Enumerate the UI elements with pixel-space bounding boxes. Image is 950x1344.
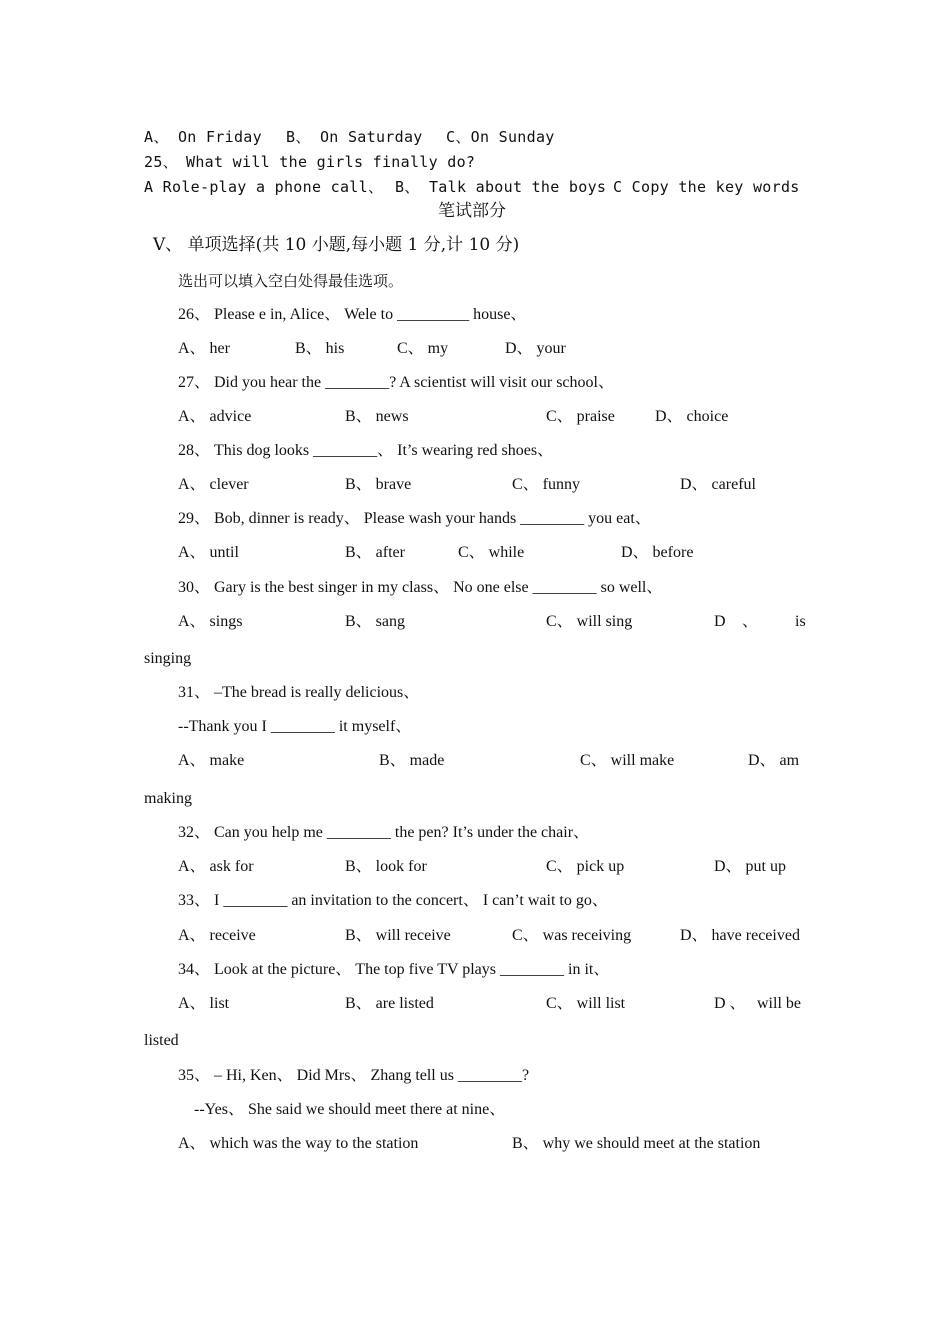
question-31-reply: --Thank you I ________ it myself、 (178, 718, 412, 735)
q30-option-d-wrap: singing (144, 650, 192, 667)
q27-option-d: D、 choice (655, 408, 729, 425)
q28-option-c: C、 funny (512, 476, 581, 493)
section-title: 笔试部分 (438, 201, 506, 221)
question-35-reply: --Yes、 She said we should meet there at nine、 (194, 1101, 506, 1118)
section5-heading: V、 单项选择(共 10 小题,每小题 1 分,计 10 分) (153, 235, 520, 255)
section5-instruction: 选出可以填入空白处得最佳选项。 (178, 272, 404, 290)
q32-option-c: C、 pick up (546, 858, 625, 875)
q25-question: What will the girls finally do? (186, 153, 476, 171)
q24-option-a: A、 On Friday (144, 128, 262, 146)
q34-option-a: A、 list (178, 995, 230, 1012)
q30-option-d-letter: D (714, 613, 726, 630)
q30-option-a: A、 sings (178, 613, 243, 630)
q25-option-a: A Role-play a phone call、 (144, 178, 384, 196)
q31-option-b: B、 made (379, 752, 445, 769)
q24-option-c: C、On Sunday (446, 128, 555, 146)
q26-option-c: C、 my (397, 340, 449, 357)
q29-option-d: D、 before (621, 544, 694, 561)
question-29: 29、 Bob, dinner is ready、 Please wash your hands ________ you eat、 (178, 510, 651, 527)
q31-option-d: D、 am (748, 752, 800, 769)
q33-option-d: D、 have received (680, 927, 800, 944)
q25-option-b: B、 Talk about the boys (395, 178, 607, 196)
question-30: 30、 Gary is the best singer in my class、 No one else ________ so well、 (178, 579, 663, 596)
q28-option-b: B、 brave (345, 476, 412, 493)
q31-option-d-wrap: making (144, 790, 192, 807)
q28-option-d: D、 careful (680, 476, 756, 493)
q26-option-d: D、 your (505, 340, 566, 357)
q33-option-b: B、 will receive (345, 927, 451, 944)
q34-option-d-wrap: listed (144, 1032, 179, 1049)
q33-option-a: A、 receive (178, 927, 256, 944)
question-31: 31、 –The bread is really delicious、 (178, 684, 420, 701)
q29-option-b: B、 after (345, 544, 405, 561)
q31-option-a: A、 make (178, 752, 245, 769)
q33-option-c: C、 was receiving (512, 927, 632, 944)
q26-option-b: B、 his (295, 340, 345, 357)
q27-option-a: A、 advice (178, 408, 252, 425)
q25-option-c: C Copy the key words (613, 178, 800, 196)
q34-option-d-text: will be (757, 995, 801, 1012)
q34-option-d-letter: D 、 (714, 995, 746, 1012)
q34-option-c: C、 will list (546, 995, 626, 1012)
q30-option-c: C、 will sing (546, 613, 633, 630)
question-33: 33、 I ________ an invitation to the concert、 I can’t wait to go、 (178, 892, 608, 909)
q32-option-d: D、 put up (714, 858, 787, 875)
q32-option-b: B、 look for (345, 858, 427, 875)
q28-option-a: A、 clever (178, 476, 249, 493)
question-27: 27、 Did you hear the ________? A scientist will visit our school、 (178, 374, 614, 391)
q27-option-b: B、 news (345, 408, 409, 425)
q24-option-b: B、 On Saturday (286, 128, 423, 146)
question-35: 35、 – Hi, Ken、 Did Mrs、 Zhang tell us ________? (178, 1067, 530, 1084)
question-32: 32、 Can you help me ________ the pen? It’s under the chair、 (178, 824, 590, 841)
q29-option-a: A、 until (178, 544, 239, 561)
q31-option-c: C、 will make (580, 752, 675, 769)
question-34: 34、 Look at the picture、 The top five TV plays ________ in it、 (178, 961, 610, 978)
q30-option-b: B、 sang (345, 613, 406, 630)
q29-option-c: C、 while (458, 544, 525, 561)
q26-option-a: A、 her (178, 340, 230, 357)
q34-option-b: B、 are listed (345, 995, 434, 1012)
q32-option-a: A、 ask for (178, 858, 254, 875)
q30-option-d-text: is (795, 613, 806, 630)
q35-option-a: A、 which was the way to the station (178, 1135, 419, 1152)
q25-number: 25、 (144, 153, 178, 171)
q27-option-c: C、 praise (546, 408, 615, 425)
q35-option-b: B、 why we should meet at the station (512, 1135, 761, 1152)
q30-option-d-sep: 、 (742, 613, 759, 630)
question-26: 26、 Please e in, Alice、 Wele to _________ house、 (178, 306, 527, 323)
question-28: 28、 This dog looks ________、 It’s wearing red shoes、 (178, 442, 554, 459)
